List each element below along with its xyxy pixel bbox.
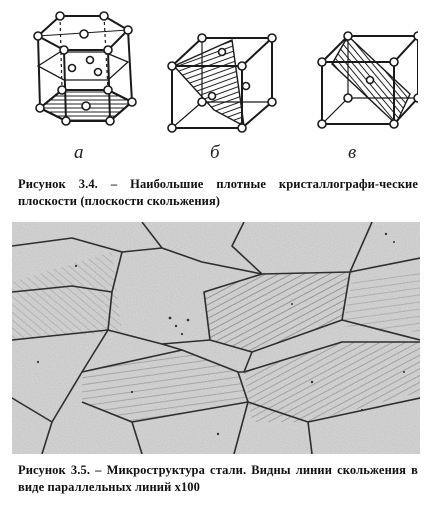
label-b: б (210, 142, 220, 163)
cube-cell-inclined (318, 32, 418, 128)
label-a: а (74, 142, 84, 163)
steel-microstructure-photo (12, 222, 420, 454)
caption-figure-3-4: Рисунок 3.4. – Наибольшие плотные кристаллографи-ческие плоскости (плоскости скольжения) (18, 177, 418, 208)
hexagonal-cell (34, 12, 136, 125)
cube-cell-diagonal (168, 34, 276, 132)
crystal-planes-figure (14, 6, 418, 172)
label-v: в (348, 142, 357, 163)
caption-figure-3-5: Рисунок 3.5. – Микроструктура стали. Видны линии скольжения в виде параллельных линий х100 (18, 463, 418, 494)
